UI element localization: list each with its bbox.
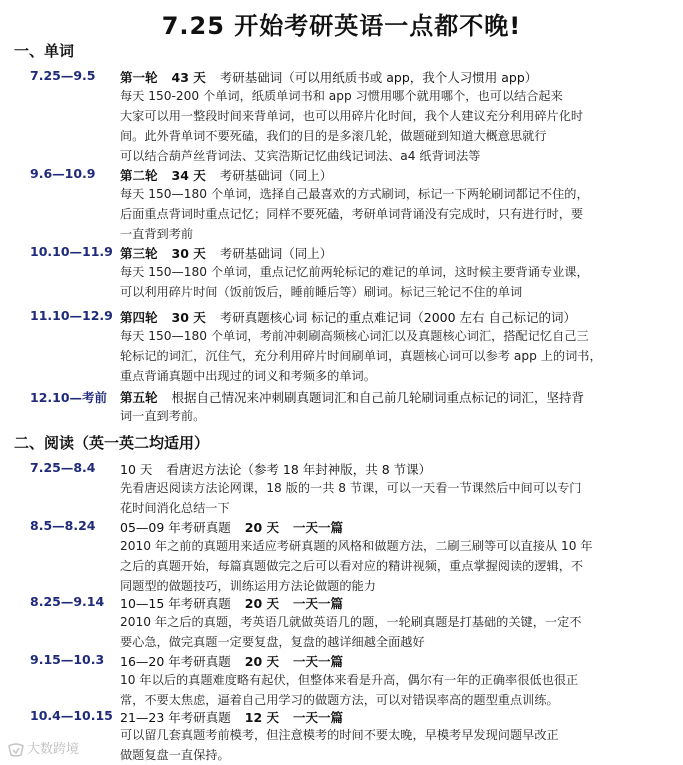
reading-body	[120, 725, 668, 765]
round-label: 第二轮	[120, 168, 158, 183]
reading-days: 20 天	[244, 596, 280, 611]
round-label: 第一轮	[120, 70, 158, 85]
body-line: 2010 年之前的真题用来适应考研真题的风格和做题方法，二刷三刷等可以直接从 10 年	[120, 539, 593, 553]
reading-date: 8.5—8.24	[30, 518, 96, 533]
body-line: 一直背到考前	[120, 227, 194, 241]
round-label: 第四轮	[120, 310, 158, 325]
round-desc: 考研基础词（可以用纸质书或 app，我个人习惯用 app）	[219, 70, 538, 85]
body-line: 每天 150—180 个单词，选择自己最喜欢的方式刷词，标记一下两轮刷词都记不住的，	[120, 187, 589, 201]
section-heading-reading: 二、阅读（英一英二均适用）	[14, 434, 210, 452]
round-days: 34 天	[171, 168, 206, 183]
round-desc: 考研基础词（同上）	[219, 246, 333, 261]
round-header	[120, 388, 584, 406]
body-line: 要心急，做完真题一定要复盘，复盘的越详细越全面越好	[120, 635, 425, 649]
round-header	[120, 244, 332, 262]
reading-days: 10 天	[120, 462, 153, 477]
round-days: 43 天	[171, 70, 206, 85]
round-body	[120, 262, 668, 302]
section-heading-words: 一、单词	[14, 42, 75, 60]
body-line: 轮标记的词汇，沉住气，充分利用碎片时间刷单词，真题核心词可以参考 app 上的词书，	[120, 349, 602, 363]
round-body	[120, 86, 668, 166]
body-line: 可以结合葫芦丝背词法、艾宾浩斯记忆曲线记词法、a4 纸背词法等	[120, 149, 481, 163]
reading-range: 05—09 年考研真题	[120, 520, 231, 535]
round-body	[120, 184, 668, 244]
reading-header	[120, 594, 343, 612]
reading-days: 20 天	[244, 654, 280, 669]
reading-body	[120, 478, 668, 518]
reading-pace: 一天一篇	[293, 520, 344, 535]
watermark-logo-icon	[8, 743, 24, 757]
reading-date: 10.4—10.15	[30, 708, 113, 723]
body-line: 大家可以用一整段时间来背单词，也可以用碎片化时间，我个人建议充分利用碎片化时	[120, 109, 584, 123]
body-line: 可以利用碎片时间（饭前饭后，睡前睡后等）刷词。标记三轮记不住的单词	[120, 285, 523, 299]
round-header	[120, 68, 537, 86]
round-date: 7.25—9.5	[30, 68, 96, 83]
reading-header	[120, 460, 431, 478]
body-line: 词一直到考前。	[120, 409, 206, 423]
round-header	[120, 308, 576, 326]
reading-date: 7.25—8.4	[30, 460, 96, 475]
reading-header	[120, 708, 343, 726]
body-line: 常，不要太焦虑，逼着自己用学习的做题方法，可以对错误率高的题型重点训练。	[120, 693, 559, 707]
reading-range: 10—15 年考研真题	[120, 596, 231, 611]
body-line: 同题型的做题技巧，训练运用方法论做题的能力	[120, 579, 376, 593]
round-desc: 考研真题核心词 标记的重点难记词（2000 左右 自己标记的词）	[219, 310, 576, 325]
body-line: 可以留几套真题考前模考，但注意模考的时间不要太晚，早模考早发现问题早改正	[120, 728, 559, 742]
body-line: 10 年以后的真题难度略有起伏，但整体来看是升高，偶尔有一年的正确率很低也很正	[120, 673, 579, 687]
body-line: 先看唐迟阅读方法论网课，18 版的一共 8 节课，可以一天看一节课然后中间可以专门	[120, 481, 582, 495]
reading-pace: 一天一篇	[293, 654, 344, 669]
reading-body	[120, 670, 668, 710]
body-line: 后面重点背词时重点记忆；同样不要死磕，考研单词背诵没有完成时，只有进行时，要	[120, 207, 584, 221]
reading-header	[120, 518, 343, 536]
body-line: 间。此外背单词不要死磕，我们的目的是多滚几轮，做题碰到知道大概意思就行	[120, 129, 547, 143]
reading-pace: 一天一篇	[293, 596, 344, 611]
reading-header	[120, 652, 343, 670]
round-body	[120, 406, 668, 426]
body-line: 每天 150-200 个单词，纸质单词书和 app 习惯用哪个就用哪个，也可以结合起来	[120, 89, 563, 103]
watermark-text: 大数跨境	[27, 742, 80, 757]
reading-date: 9.15—10.3	[30, 652, 105, 667]
round-date: 12.10—考前	[30, 390, 108, 405]
round-header	[120, 166, 332, 184]
body-line: 做题复盘一直保持。	[120, 748, 230, 762]
body-line: 之后的真题开始，每篇真题做完之后可以看对应的精讲视频，重点掌握阅读的逻辑，不	[120, 559, 584, 573]
reading-date: 8.25—9.14	[30, 594, 105, 609]
round-label: 第三轮	[120, 246, 158, 261]
reading-desc: 看唐迟方法论（参考 18 年封神版，共 8 节课）	[166, 462, 432, 477]
round-label: 第五轮	[120, 390, 158, 405]
reading-days: 20 天	[244, 520, 280, 535]
round-days: 30 天	[171, 310, 206, 325]
round-date: 9.6—10.9	[30, 166, 96, 181]
body-line: 每天 150—180 个单词，重点记忆前两轮标记的难记的单词，这时候主要背诵专业课，	[120, 265, 589, 279]
round-desc: 根据自己情况来冲刺刷真题词汇和自己前几轮刷词重点标记的词汇，坚持背	[171, 390, 585, 405]
round-days: 30 天	[171, 246, 206, 261]
page-title: 7.25 开始考研英语一点都不晚!	[161, 12, 522, 40]
body-line: 2010 年之后的真题，考英语几就做英语几的题，一轮刷真题是打基础的关键，一定不	[120, 615, 582, 629]
reading-body	[120, 536, 668, 596]
reading-range: 21—23 年考研真题	[120, 710, 231, 725]
reading-range: 16—20 年考研真题	[120, 654, 231, 669]
reading-body	[120, 612, 668, 652]
watermark	[8, 738, 79, 757]
body-line: 花时间消化总结一下	[120, 501, 230, 515]
round-date: 10.10—11.9	[30, 244, 113, 259]
body-line: 重点背诵真题中出现过的词义和考频多的单词。	[120, 369, 376, 383]
round-body	[120, 326, 668, 386]
round-desc: 考研基础词（同上）	[219, 168, 333, 183]
round-date: 11.10—12.9	[30, 308, 113, 323]
reading-pace: 一天一篇	[293, 710, 344, 725]
reading-days: 12 天	[244, 710, 280, 725]
body-line: 每天 150—180 个单词，考前冲刺刷高频核心词汇以及真题核心词汇，搭配记忆自己三	[120, 329, 589, 343]
